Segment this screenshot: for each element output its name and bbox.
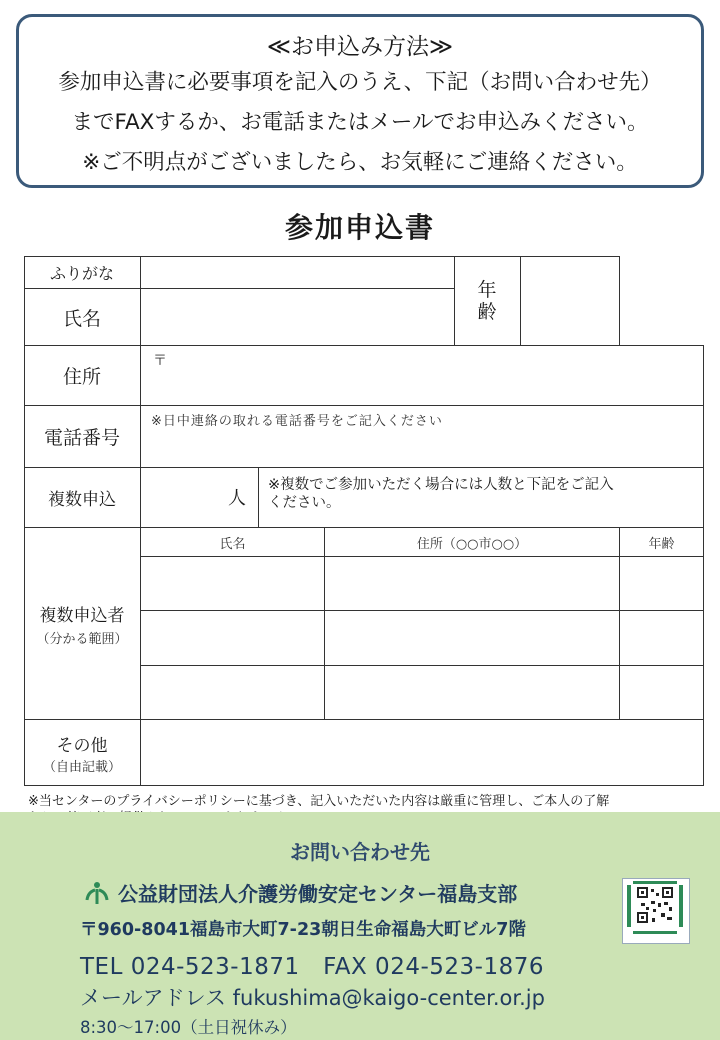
postal-mark: 〒 [153, 353, 168, 369]
multi-hint [268, 476, 698, 512]
name-field[interactable] [141, 289, 454, 345]
contact-phone-fax: TEL 024-523-1871 FAX 024-523-1876 [80, 954, 544, 980]
contact-address: 〒960-8041福島市大町7-23朝日生命福島大町ビル7階 [80, 920, 526, 940]
multi-hint-line: ください。 [268, 495, 341, 511]
privacy-line: ※当センターのプライバシーポリシーに基づき、記入いただいた内容は厳重に管理し、ご本人の了解 [28, 794, 610, 809]
notice-line: ※ご不明点がございましたら、お気軽にご連絡ください。 [82, 150, 638, 175]
phone-hint: ※日中連絡の取れる電話番号をご記入ください [151, 414, 443, 429]
organization-name-text: 公益財団法人介護労働安定センター福島支部 [118, 882, 518, 906]
column-header-age: 年齢 [648, 537, 675, 552]
applicant-address-cell[interactable] [325, 557, 619, 610]
applicants-subtitle: （分かる範囲） [36, 631, 128, 647]
furigana-label: ふりがな [49, 264, 114, 283]
age-label-char: 齢 [477, 301, 497, 323]
applicant-name-cell[interactable] [141, 611, 324, 665]
applicant-address-cell[interactable] [325, 611, 619, 665]
address-label: 住所 [62, 366, 101, 388]
age-label-char: 年 [477, 279, 497, 301]
contact-email[interactable]: メールアドレス fukushima@kaigo-center.or.jp [80, 986, 545, 1010]
name-label: 氏名 [62, 307, 101, 330]
person-unit: 人 [228, 488, 246, 509]
organization-name [84, 878, 517, 907]
contact-title: お問い合わせ先 [290, 840, 430, 864]
organization-logo-icon [84, 880, 110, 906]
notice-line: 参加申込書に必要事項を記入のうえ、下記（お問い合わせ先） [58, 70, 662, 95]
applicant-address-cell[interactable] [325, 666, 619, 719]
other-subtitle: （自由記載） [42, 759, 121, 775]
other-field[interactable] [141, 720, 703, 785]
phone-label: 電話番号 [43, 427, 120, 449]
applicant-name-cell[interactable] [141, 557, 324, 610]
other-label [24, 720, 140, 785]
age-label [454, 257, 520, 345]
column-header-address: 住所（○○市○○） [416, 537, 528, 552]
phone-field[interactable] [141, 406, 703, 467]
applicant-age-cell[interactable] [620, 611, 703, 665]
applicant-name-cell[interactable] [141, 666, 324, 719]
multi-hint-line: ※複数でご参加いただく場合には人数と下記をご記入 [268, 477, 614, 493]
applicants-label [24, 528, 140, 719]
multi-count-field[interactable] [141, 468, 258, 527]
notice-title: ≪お申込み方法≫ [266, 34, 454, 60]
other-title: その他 [56, 735, 108, 756]
furigana-field[interactable] [141, 257, 454, 288]
age-field[interactable] [521, 257, 619, 345]
address-field[interactable] [141, 346, 703, 405]
notice-line: までFAXするか、お電話またはメールでお申込みください。 [71, 110, 649, 135]
applicant-age-cell[interactable] [620, 557, 703, 610]
column-header-name: 氏名 [219, 537, 246, 552]
multi-apply-label: 複数申込 [48, 490, 116, 510]
business-hours: 8:30～17:00（土日祝休み） [80, 1018, 297, 1037]
notice-box [16, 14, 704, 188]
form-title: 参加申込書 [284, 211, 435, 244]
qr-code-icon[interactable] [622, 878, 690, 944]
applicant-age-cell[interactable] [620, 666, 703, 719]
applicants-title: 複数申込者 [39, 605, 125, 626]
